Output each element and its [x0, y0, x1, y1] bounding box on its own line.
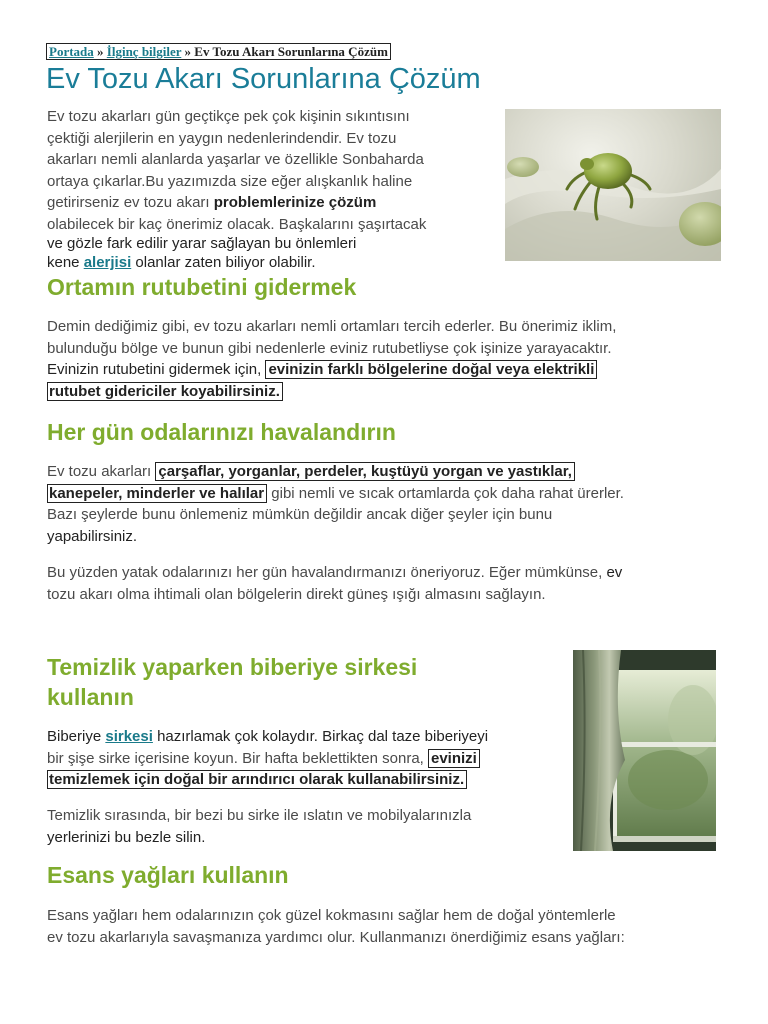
paragraph-text: Bu yüzden yatak odalarınızı her gün havalandırmanızı öneriyoruz. Eğer mümkünse,	[47, 564, 607, 581]
paragraph-line	[47, 769, 567, 791]
paragraph-line: bulunduğu bölge ve bunun gibi nedenlerle eviniz rutubetliyse çok işinize yarayacaktır.	[47, 339, 612, 357]
paragraph-line	[47, 483, 737, 505]
paragraph-line	[47, 748, 567, 770]
window-curtain-image	[573, 650, 716, 851]
highlighted-text: çarşaflar, yorganlar, perdeler, kuştüyü yorgan ve yastıklar,	[155, 462, 575, 481]
paragraph-line	[47, 359, 727, 381]
allergy-link[interactable]: alerjisi	[83, 254, 132, 271]
section-paragraph	[47, 461, 737, 547]
intro-line: olabilecek bir kaç önerimiz olacak. Başkalarını şaşırtacak	[47, 215, 427, 233]
paragraph-line	[47, 562, 737, 584]
vinegar-link[interactable]: sirkesi	[105, 728, 153, 745]
section-paragraph	[47, 905, 737, 948]
paragraph-text: Biberiye	[47, 728, 106, 745]
paragraph-line: Bazı şeylerde bunu önlemeniz mümkün değildir ancak diğer şeyler için bunu	[47, 506, 553, 523]
intro-line: ortaya çıkarlar.Bu yazımızda size eğer alışkanlık haline	[47, 172, 413, 190]
section-heading	[47, 652, 417, 712]
intro-text: getirirseniz ev tozu akarı	[47, 194, 214, 211]
highlighted-text: evinizin farklı bölgelerine doğal veya elektrikli	[265, 360, 597, 379]
section-heading: Esans yağları kullanın	[47, 862, 289, 888]
paragraph-line	[47, 461, 737, 483]
intro-line	[47, 252, 497, 274]
intro-text: olanlar zaten biliyor olabilir.	[131, 254, 316, 271]
paragraph-line	[47, 381, 727, 403]
breadcrumb-separator: »	[181, 44, 195, 59]
paragraph-line: Temizlik sırasında, bir bezi bu sirke ile ıslatın ve mobilyalarınızla	[47, 807, 472, 824]
breadcrumb-category-link[interactable]: İlginç bilgiler	[106, 44, 182, 59]
section-paragraph	[47, 726, 567, 791]
intro-bold-phrase: problemlerinize çözüm	[213, 194, 377, 211]
paragraph-line	[47, 726, 567, 748]
section-paragraph	[47, 562, 737, 605]
section-paragraph	[47, 316, 727, 402]
paragraph-text: gibi nemli ve sıcak ortamlarda çok daha rahat ürerler.	[267, 484, 624, 502]
paragraph-line: yerlerinizi bu bezle silin.	[47, 828, 206, 846]
section-heading: Her gün odalarınızı havalandırın	[47, 419, 396, 445]
paragraph-line: Demin dediğimiz gibi, ev tozu akarları nemli ortamları tercih ederler. Bu önerimiz iklim,	[47, 318, 617, 335]
intro-line: çektiği alerjilerin en yaygın nedenlerindendir. Ev tozu	[47, 129, 397, 147]
heading-line: Temizlik yaparken biberiye sirkesi	[47, 654, 418, 680]
breadcrumb-current: Ev Tozu Akarı Sorunlarına Çözüm	[194, 44, 388, 59]
intro-text: kene	[47, 254, 84, 271]
section-paragraph	[47, 805, 567, 848]
paragraph-text: Evinizin rutubetini gidermek için,	[47, 361, 266, 378]
paragraph-text: ev	[606, 564, 623, 581]
page-title: Ev Tozu Akarı Sorunlarına Çözüm	[46, 63, 481, 95]
paragraph-line: tozu akarı olma ihtimali olan bölgelerin direkt güneş ışığı almasını sağlayın.	[47, 585, 546, 603]
paragraph-line: Esans yağları hem odalarınızın çok güzel kokmasını sağlar hem de doğal yöntemlerle	[47, 907, 616, 924]
paragraph-line: ev tozu akarlarıyla savaşmanıza yardımcı olur. Kullanmanızı önerdiğimiz esans yağları:	[47, 928, 625, 946]
highlighted-text: evinizi	[428, 749, 480, 768]
intro-line: Ev tozu akarları gün geçtikçe pek çok kişinin sıkıntısını	[47, 108, 410, 125]
window-curtain-illustration	[573, 650, 716, 851]
highlighted-text: rutubet gidericiler koyabilirsiniz.	[47, 382, 283, 401]
intro-paragraph	[47, 106, 497, 274]
paragraph-text: Ev tozu akarları	[47, 463, 156, 480]
intro-line: ve gözle fark edilir yarar sağlayan bu önlemleri	[47, 235, 357, 252]
section-heading: Ortamın rutubetini gidermek	[47, 274, 357, 300]
paragraph-text: bir şişe sirke içerisine koyun. Bir hafta beklettikten sonra,	[47, 749, 428, 767]
highlighted-text: temizlemek için doğal bir arındırıcı olarak kullanabilirsiniz.	[47, 770, 467, 789]
heading-line: kullanın	[47, 684, 134, 710]
paragraph-line: yapabilirsiniz.	[47, 527, 138, 545]
breadcrumb-separator: »	[93, 44, 107, 59]
intro-line	[47, 192, 497, 214]
dust-mite-image	[505, 109, 721, 261]
intro-line: akarları nemli alanlarda yaşarlar ve özellikle Sonbaharda	[47, 151, 424, 168]
breadcrumb-home-link[interactable]: Portada	[49, 44, 94, 59]
paragraph-text: hazırlamak çok kolaydır. Birkaç dal taze biberiyeyi	[152, 728, 489, 745]
breadcrumb	[46, 43, 391, 60]
highlighted-text: kanepeler, minderler ve halılar	[47, 484, 267, 503]
dust-mite-illustration	[505, 109, 721, 261]
